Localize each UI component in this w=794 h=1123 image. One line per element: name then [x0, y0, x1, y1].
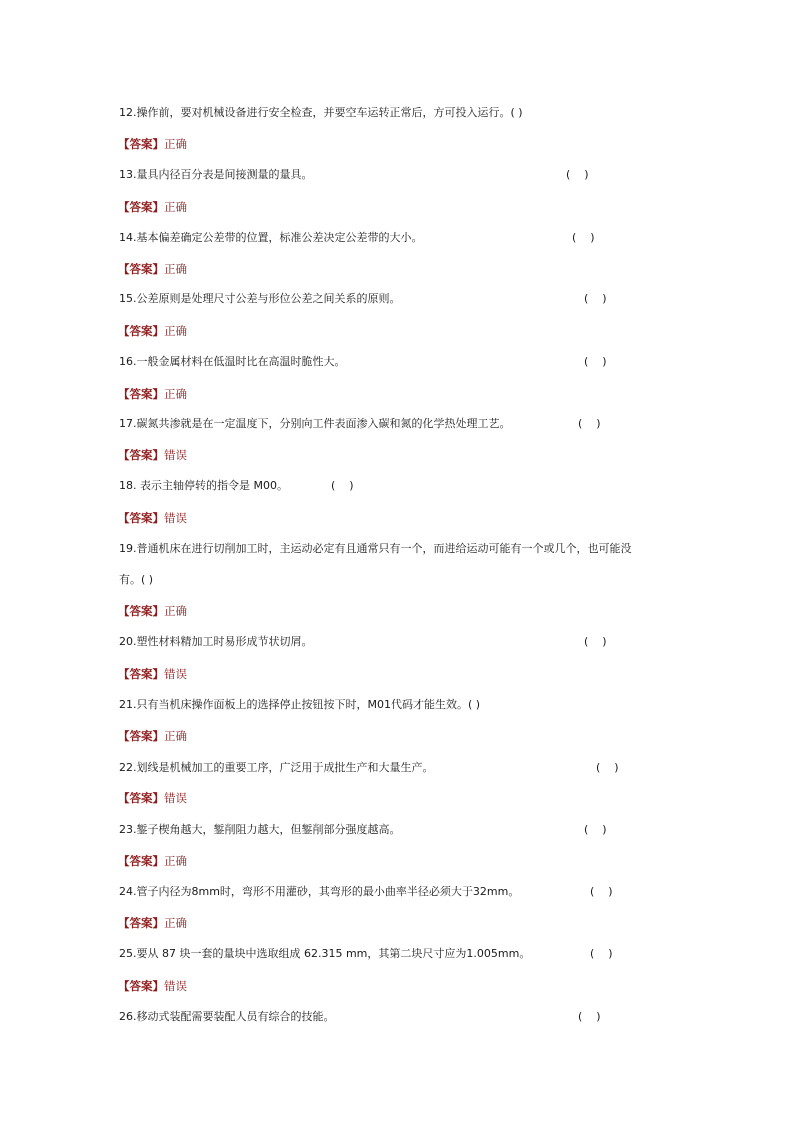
answer-13 — [118, 200, 187, 214]
answer-label: 【答案】 — [118, 791, 164, 805]
answer-24 — [118, 916, 187, 930]
answer-19 — [118, 604, 187, 618]
answer-blank-18: ( ) — [331, 479, 354, 492]
question-22: 22.划线是机械加工的重要工序，广泛用于成批生产和大量生产。 — [119, 761, 434, 774]
answer-value: 错误 — [164, 791, 187, 805]
question-16: 16.一般金属材料在低温时比在高温时脆性大。 — [119, 355, 346, 368]
answer-blank-20: ( ) — [584, 635, 607, 648]
answer-blank-23: ( ) — [584, 823, 607, 836]
answer-blank-14: ( ) — [572, 231, 595, 244]
question-17: 17.碳氮共渗就是在一定温度下，分别向工件表面渗入碳和氮的化学热处理工艺。 — [119, 417, 511, 430]
answer-label: 【答案】 — [118, 511, 164, 525]
answer-label: 【答案】 — [118, 448, 164, 462]
answer-label: 【答案】 — [118, 137, 164, 151]
question-24: 24.管子内径为8mm时，弯形不用灌砂，其弯形的最小曲率半径必须大于32mm。 — [119, 885, 520, 898]
answer-15 — [118, 324, 187, 338]
answer-value: 正确 — [164, 729, 187, 743]
answer-blank-17: ( ) — [578, 417, 601, 430]
answer-16 — [118, 387, 187, 401]
answer-label: 【答案】 — [118, 262, 164, 276]
answer-value: 正确 — [164, 262, 187, 276]
answer-value: 正确 — [164, 200, 187, 214]
question-12: 12.操作前，要对机械设备进行安全检查，并要空车运转正常后，方可投入运行。( ) — [119, 106, 523, 119]
question-26: 26.移动式装配需要装配人员有综合的技能。 — [119, 1010, 335, 1023]
question-25: 25.要从 87 块一套的量块中选取组成 62.315 mm，其第二块尺寸应为1.005mm。 — [119, 947, 531, 960]
answer-blank-26: ( ) — [578, 1010, 601, 1023]
answer-value: 错误 — [164, 448, 187, 462]
answer-value: 正确 — [164, 137, 187, 151]
answer-blank-25: ( ) — [590, 947, 613, 960]
answer-20 — [118, 667, 187, 681]
question-19-continued: 有。( ) — [119, 573, 154, 586]
answer-12 — [118, 137, 187, 151]
question-13: 13.量具内径百分表是间接测量的量具。 — [119, 168, 313, 181]
answer-value: 错误 — [164, 511, 187, 525]
answer-label: 【答案】 — [118, 324, 164, 338]
answer-label: 【答案】 — [118, 979, 164, 993]
answer-label: 【答案】 — [118, 729, 164, 743]
answer-value: 正确 — [164, 916, 187, 930]
answer-value: 正确 — [164, 604, 187, 618]
answer-label: 【答案】 — [118, 854, 164, 868]
answer-21 — [118, 729, 187, 743]
answer-value: 正确 — [164, 387, 187, 401]
answer-25 — [118, 979, 187, 993]
answer-value: 错误 — [164, 667, 187, 681]
answer-label: 【答案】 — [118, 916, 164, 930]
answer-18 — [118, 511, 187, 525]
answer-22 — [118, 791, 187, 805]
question-21: 21.只有当机床操作面板上的选择停止按钮按下时，M01代码才能生效。( ) — [119, 698, 481, 711]
answer-blank-15: ( ) — [584, 292, 607, 305]
answer-label: 【答案】 — [118, 667, 164, 681]
answer-blank-13: ( ) — [566, 168, 589, 181]
question-23: 23.錾子楔角越大，錾削阻力越大，但錾削部分强度越高。 — [119, 823, 401, 836]
answer-label: 【答案】 — [118, 387, 164, 401]
question-19: 19.普通机床在进行切削加工时，主运动必定有且通常只有一个，而进给运动可能有一个或几个，也可能没 — [119, 542, 632, 555]
answer-value: 错误 — [164, 979, 187, 993]
question-15: 15.公差原则是处理尺寸公差与形位公差之间关系的原则。 — [119, 292, 401, 305]
answer-value: 正确 — [164, 854, 187, 868]
answer-label: 【答案】 — [118, 604, 164, 618]
answer-blank-22: ( ) — [596, 761, 619, 774]
answer-blank-16: ( ) — [584, 355, 607, 368]
answer-blank-24: ( ) — [590, 885, 613, 898]
answer-label: 【答案】 — [118, 200, 164, 214]
question-20: 20.塑性材料精加工时易形成节状切屑。 — [119, 635, 313, 648]
answer-23 — [118, 854, 187, 868]
answer-14 — [118, 262, 187, 276]
question-18: 18. 表示主轴停转的指令是 M00。 — [119, 479, 288, 492]
answer-value: 正确 — [164, 324, 187, 338]
question-14: 14.基本偏差确定公差带的位置，标准公差决定公差带的大小。 — [119, 231, 423, 244]
answer-17 — [118, 448, 187, 462]
